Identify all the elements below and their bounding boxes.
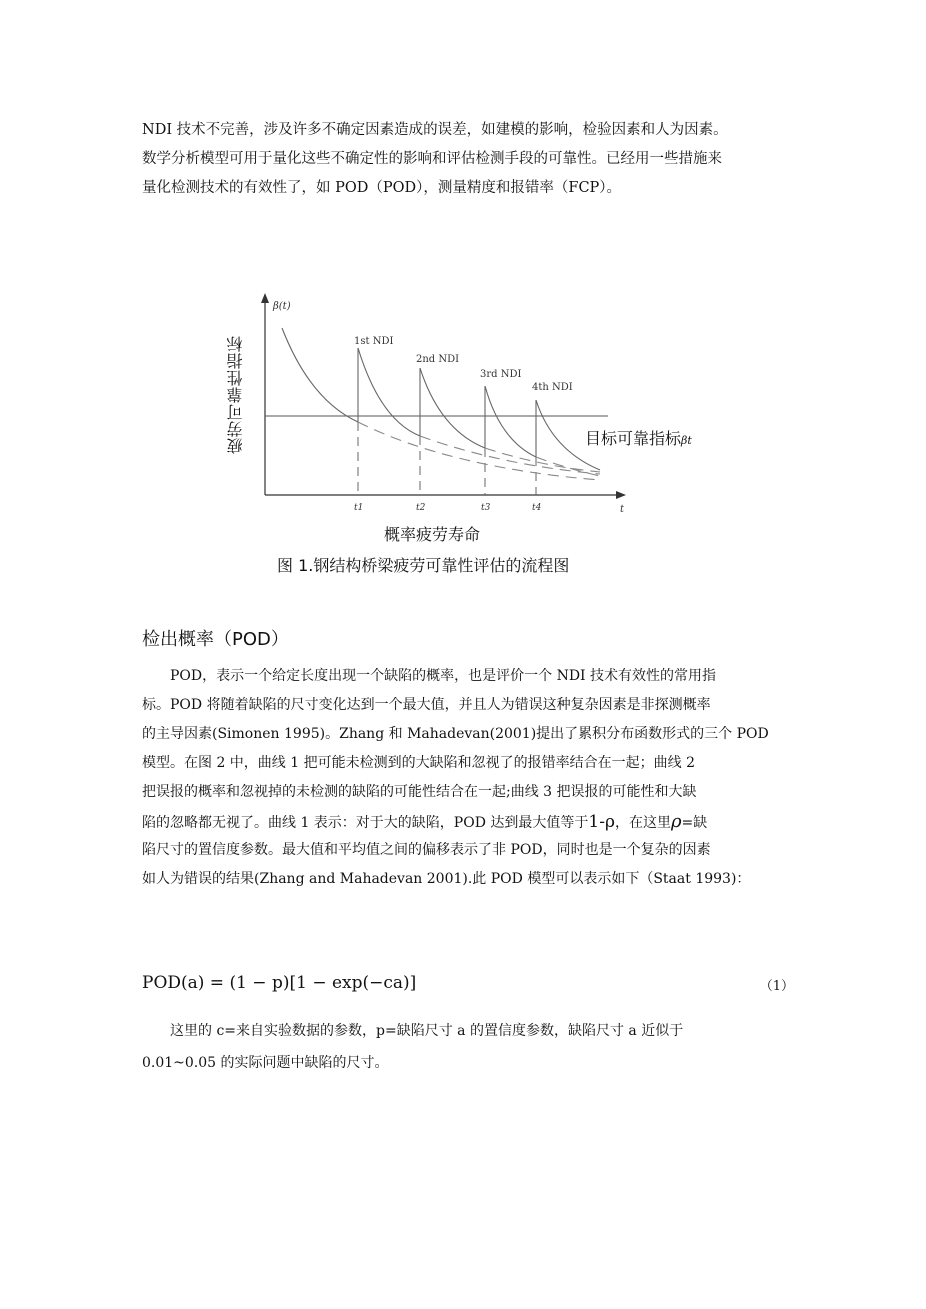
formula-expression: POD(a) = (1 − p)[1 − exp(−ca)] bbox=[142, 973, 417, 993]
figure-y-label: 疲劳可靠性指标 bbox=[226, 335, 245, 454]
closing-line: 0.01~0.05 的实际问题中缺陷的尺寸。 bbox=[142, 1055, 389, 1071]
body-line-math bbox=[142, 807, 792, 836]
decay-curve-1 bbox=[358, 348, 420, 436]
reliability-figure bbox=[230, 290, 640, 530]
decay-curve-0 bbox=[282, 328, 358, 422]
tick-label-0: t1 bbox=[354, 503, 364, 513]
intro-line: NDI 技术不完善，涉及许多不确定因素造成的误差，如建模的影响，检验因素和人为因素。 bbox=[142, 122, 728, 138]
no-inspection-curve-0 bbox=[358, 422, 600, 480]
body-line: 的主导因素(Simonen 1995)。Zhang 和 Mahadevan(2001)提出了累积分布函数形式的三个 POD bbox=[142, 726, 769, 742]
decay-curve-3 bbox=[485, 386, 536, 457]
formula-number: （1） bbox=[759, 979, 794, 994]
body-line-text: 陷的忽略都无视了。曲线 1 表示：对于大的缺陷，POD 达到最大值等于 bbox=[142, 815, 589, 831]
body-line-mid: ，在这里 bbox=[614, 815, 671, 831]
figure-x-label: 概率疲劳寿命 bbox=[384, 525, 481, 544]
body-line: 标。POD 将随着缺陷的尺寸变化达到一个最大值，并且人为错误这种复杂因素是非探测概率 bbox=[142, 697, 711, 713]
y-axis-symbol: β(t) bbox=[273, 301, 291, 312]
tick-label-1: t2 bbox=[416, 503, 426, 513]
intro-paragraph bbox=[142, 116, 792, 203]
math-one-minus-rho: 1-ρ bbox=[588, 812, 615, 832]
intro-line: 量化检测技术的有效性了，如 POD（POD），测量精度和报错率（FCP）。 bbox=[142, 180, 622, 196]
closing-line: 这里的 c=来自实验数据的参数，p=缺陷尺寸 a 的置信度参数，缺陷尺寸 a 近似于 bbox=[170, 1023, 684, 1039]
tick-label-3: t4 bbox=[532, 503, 542, 513]
ndi-label-2: 3rd NDI bbox=[480, 369, 522, 380]
y-axis-arrow-icon bbox=[261, 293, 269, 303]
body-line-end: =缺 bbox=[681, 815, 708, 831]
no-inspection-curve-3 bbox=[536, 457, 600, 476]
target-label-text: 目标可靠指标 bbox=[585, 429, 682, 448]
math-rho: ρ bbox=[670, 811, 682, 832]
figure-caption: 图 1.钢结构桥梁疲劳可靠性评估的流程图 bbox=[277, 556, 570, 575]
section-body bbox=[142, 662, 792, 894]
ndi-label-1: 2nd NDI bbox=[416, 354, 460, 365]
body-line: 陷尺寸的置信度参数。最大值和平均值之间的偏移表示了非 POD，同时也是一个复杂的因素 bbox=[142, 842, 711, 858]
target-index-label bbox=[585, 426, 692, 449]
decay-curve-2 bbox=[420, 368, 485, 448]
ndi-label-0: 1st NDI bbox=[354, 336, 394, 347]
body-line: 如人为错误的结果(Zhang and Mahadevan 2001).此 POD 模型可以表示如下（Staat 1993)： bbox=[142, 871, 751, 887]
intro-line: 数学分析模型可用于量化这些不确定性的影响和评估检测手段的可靠性。已经用一些措施来 bbox=[142, 151, 722, 167]
x-axis-symbol: t bbox=[620, 504, 625, 515]
closing-paragraph bbox=[142, 1015, 792, 1079]
no-inspection-curve-2 bbox=[485, 448, 600, 472]
body-line: POD，表示一个给定长度出现一个缺陷的概率，也是评价一个 NDI 技术有效性的常用指 bbox=[170, 668, 717, 684]
ndi-label-3: 4th NDI bbox=[532, 382, 573, 393]
body-line: 模型。在图 2 中，曲线 1 把可能未检测到的大缺陷和忽视了的报错率结合在一起；曲线 2 bbox=[142, 755, 695, 771]
pod-formula bbox=[142, 973, 794, 1001]
x-axis-arrow-icon bbox=[616, 491, 626, 499]
target-symbol: βt bbox=[681, 434, 692, 447]
section-heading: 检出概率（POD） bbox=[142, 629, 289, 650]
tick-label-2: t3 bbox=[481, 503, 491, 513]
figure-svg bbox=[230, 290, 640, 530]
body-line: 把误报的概率和忽视掉的未检测的缺陷的可能性结合在一起;曲线 3 把误报的可能性和大缺 bbox=[142, 784, 697, 800]
